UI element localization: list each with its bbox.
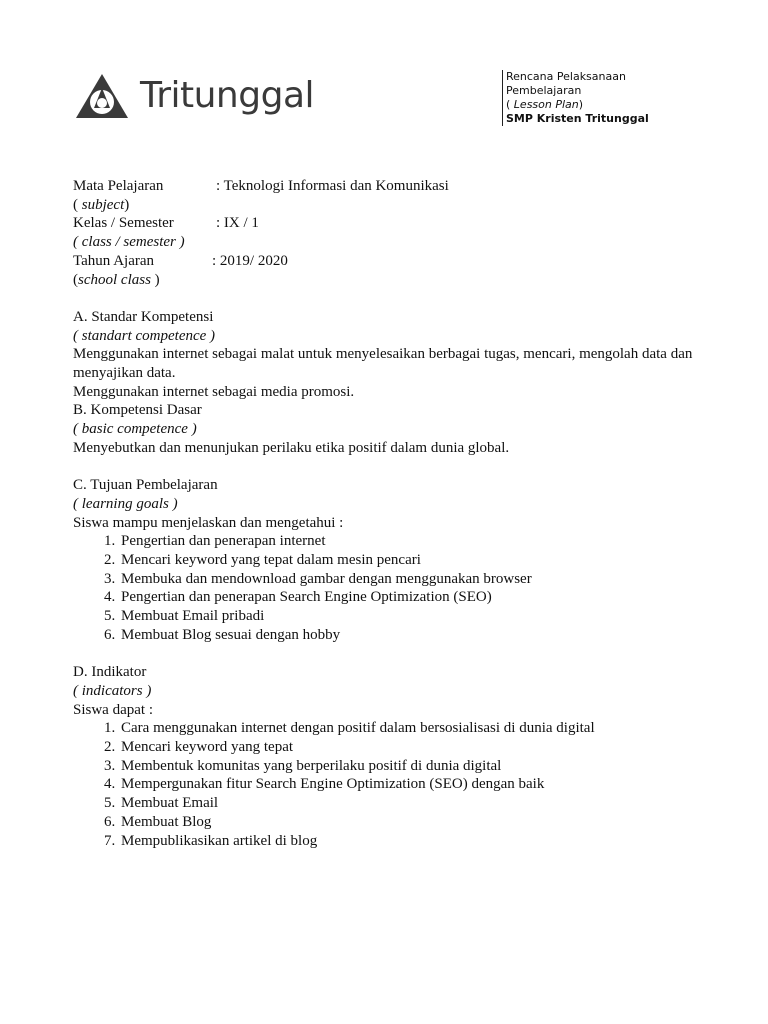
year-value: : 2019/ 2020 <box>212 252 288 269</box>
section-c-intro: Siswa mampu menjelaskan dan mengetahui : <box>73 514 344 531</box>
class-value: : IX / 1 <box>216 215 259 232</box>
document-header-box <box>502 70 649 126</box>
section-b-subtitle: ( basic competence ) <box>73 421 197 438</box>
subject-row <box>73 177 713 196</box>
section-a-line2: Menggunakan internet sebagai media promosi. <box>73 383 355 400</box>
section-d-title: D. Indikator <box>73 664 147 681</box>
header-lesson-plan <box>506 98 649 112</box>
list-item: 2. Mencari keyword yang tepat dalam mesin pencari <box>119 551 713 570</box>
list-item: 3. Membuka dan mendownload gambar dengan menggunakan browser <box>119 570 713 589</box>
section-d-intro: Siswa dapat : <box>73 701 153 718</box>
school-logo <box>74 72 314 120</box>
list-item: 5. Membuat Email <box>119 794 713 813</box>
list-item: 6. Membuat Blog <box>119 813 713 832</box>
section-a-subtitle: ( standart competence ) <box>73 327 216 344</box>
header-title-line2: Pembelajaran <box>506 84 582 97</box>
section-b-title: B. Kompetensi Dasar <box>73 402 202 419</box>
learning-goals-list <box>73 532 713 644</box>
subject-en <box>73 196 713 215</box>
lp-close: ) <box>578 98 584 111</box>
section-c-title: C. Tujuan Pembelajaran <box>73 477 218 494</box>
subject-label: Mata Pelajaran <box>73 178 164 194</box>
year-label: Tahun Ajaran <box>73 252 155 269</box>
tritunggal-logo-icon <box>74 72 130 120</box>
list-item: 4. Pengertian dan penerapan Search Engine Optimization (SEO) <box>119 588 713 607</box>
section-b-line1: Menyebutkan dan menunjukan perilaku etika positif dalam dunia global. <box>73 439 510 456</box>
class-label: Kelas / Semester <box>73 215 174 232</box>
list-item: 7. Mempublikasikan artikel di blog <box>119 832 713 851</box>
list-item: 1. Pengertian dan penerapan internet <box>119 532 713 551</box>
list-item: 3. Membentuk komunitas yang berperilaku positif di dunia digital <box>119 757 713 776</box>
section-c-subtitle: ( learning goals ) <box>73 495 178 512</box>
list-item: 6. Membuat Blog sesuai dengan hobby <box>119 626 713 645</box>
section-d-subtitle: ( indicators ) <box>73 682 152 699</box>
year-en-open: ( <box>73 271 78 288</box>
list-item: 5. Membuat Email pribadi <box>119 607 713 626</box>
list-item: 1. Cara menggunakan internet dengan positif dalam bersosialisasi di dunia digital <box>119 719 713 738</box>
indicators-list <box>73 719 713 850</box>
list-item: 4. Mempergunakan fitur Search Engine Optimization (SEO) dengan baik <box>119 775 713 794</box>
lp-open: ( <box>506 98 514 111</box>
year-en-close: ) <box>150 271 160 288</box>
year-row <box>73 252 713 271</box>
subject-en-close: ) <box>124 196 130 213</box>
year-en <box>73 271 713 290</box>
subject-value: : Teknologi Informasi dan Komunikasi <box>216 178 449 194</box>
year-en-text: school class <box>78 271 151 288</box>
subject-en-open: ( <box>73 196 82 213</box>
header-title-line1: Rencana Pelaksanaan <box>506 70 626 83</box>
header-school-name: SMP Kristen Tritunggal <box>506 112 649 125</box>
class-row <box>73 214 713 233</box>
section-a-line1: Menggunakan internet sebagai malat untuk menyelesaikan berbagai tugas, mencari, mengolah data dan menyajikan data. <box>73 346 693 382</box>
document-body <box>73 177 713 850</box>
lp-text: Lesson Plan <box>513 98 579 111</box>
logo-wordmark: Tritunggal <box>140 75 315 116</box>
subject-en-text: subject <box>81 196 125 213</box>
list-item: 2. Mencari keyword yang tepat <box>119 738 713 757</box>
section-a-title: A. Standar Kompetensi <box>73 308 214 325</box>
class-en: ( class / semester ) <box>73 234 185 251</box>
